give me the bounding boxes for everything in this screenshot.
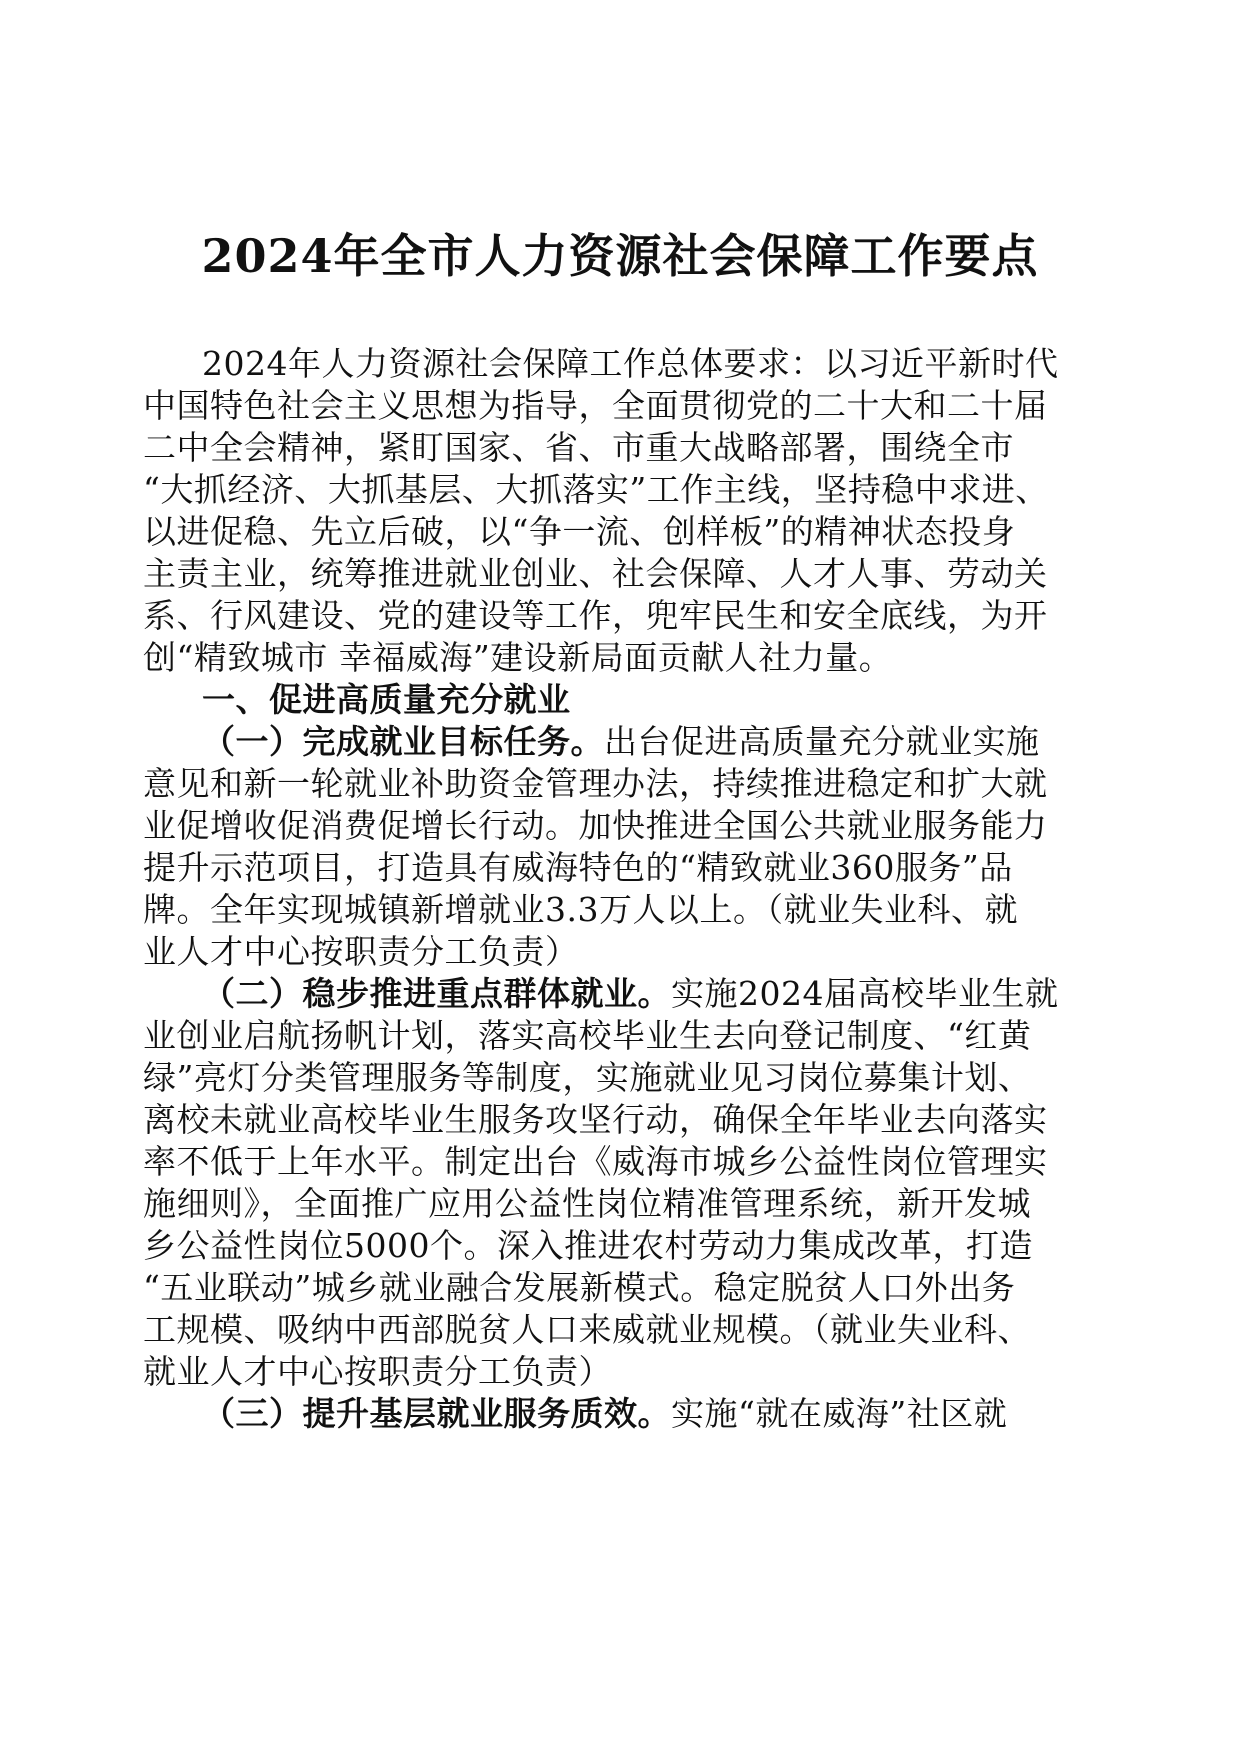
subsection-heading: （二）稳步推进重点群体就业。 (202, 974, 671, 1013)
body-line: 离校未就业高校毕业生服务攻坚行动，确保全年毕业去向落实 (143, 1100, 1048, 1139)
body-line: “大抓经济、大抓基层、大抓落实”工作主线，坚持稳中求进、 (143, 470, 1049, 509)
body-line: 意见和新一轮就业补助资金管理办法，持续推进稳定和扩大就 (143, 764, 1048, 803)
body-text: 出台促进高质量充分就业实施 (604, 722, 1040, 761)
body-line: 乡公益性岗位5000个。深入推进农村劳动力集成改革，打造 (143, 1226, 1033, 1265)
body-line: 就业人才中心按职责分工负责） (143, 1352, 612, 1391)
subsection-heading: （三）提升基层就业服务质效。 (202, 1394, 671, 1433)
section-heading: 一、促进高质量充分就业 (202, 680, 571, 719)
body-line: 以进促稳、先立后破，以“争一流、创样板”的精神状态投身 (143, 512, 1016, 551)
body-line: 提升示范项目，打造具有威海特色的“精致就业360服务”品 (143, 848, 1013, 887)
subsection-line (202, 722, 1040, 762)
body-line: 中国特色社会主义思想为指导，全面贯彻党的二十大和二十届 (143, 386, 1048, 425)
body-line: 2024年人力资源社会保障工作总体要求：以习近平新时代 (202, 344, 1059, 383)
body-line: 创“精致城市 幸福威海”建设新局面贡献人社力量。 (143, 638, 893, 677)
subsection-line (202, 1394, 1007, 1434)
body-line: 主责主业，统筹推进就业创业、社会保障、人才人事、劳动关 (143, 554, 1048, 593)
body-line: 施细则》，全面推广应用公益性岗位精准管理系统，新开发城 (143, 1184, 1031, 1223)
body-line: 工规模、吸纳中西部脱贫人口来威就业规模。（就业失业科、 (143, 1310, 1031, 1349)
body-text: 实施“就在威海”社区就 (671, 1394, 1008, 1433)
body-line: 绿”亮灯分类管理服务等制度，实施就业见习岗位募集计划、 (143, 1058, 1032, 1097)
body-line: 业人才中心按职责分工负责） (143, 932, 579, 971)
body-line: “五业联动”城乡就业融合发展新模式。稳定脱贫人口外出务 (143, 1268, 1016, 1307)
body-line: 业促增收促消费促增长行动。加快推进全国公共就业服务能力 (143, 806, 1048, 845)
body-line: 二中全会精神，紧盯国家、省、市重大战略部署，围绕全市 (143, 428, 1014, 467)
body-line: 系、行风建设、党的建设等工作，兜牢民生和安全底线，为开 (143, 596, 1048, 635)
body-text: 实施2024届高校毕业生就 (671, 974, 1059, 1013)
body-line: 率不低于上年水平。制定出台《威海市城乡公益性岗位管理实 (143, 1142, 1048, 1181)
body-line: 牌。全年实现城镇新增就业3.3万人以上。（就业失业科、就 (143, 890, 1018, 929)
subsection-line (202, 974, 1058, 1014)
document-title: 2024年全市人力资源社会保障工作要点 (201, 229, 1039, 283)
body-line: 业创业启航扬帆计划，落实高校毕业生去向登记制度、“红黄 (143, 1016, 1032, 1055)
subsection-heading: （一）完成就业目标任务。 (202, 722, 604, 761)
